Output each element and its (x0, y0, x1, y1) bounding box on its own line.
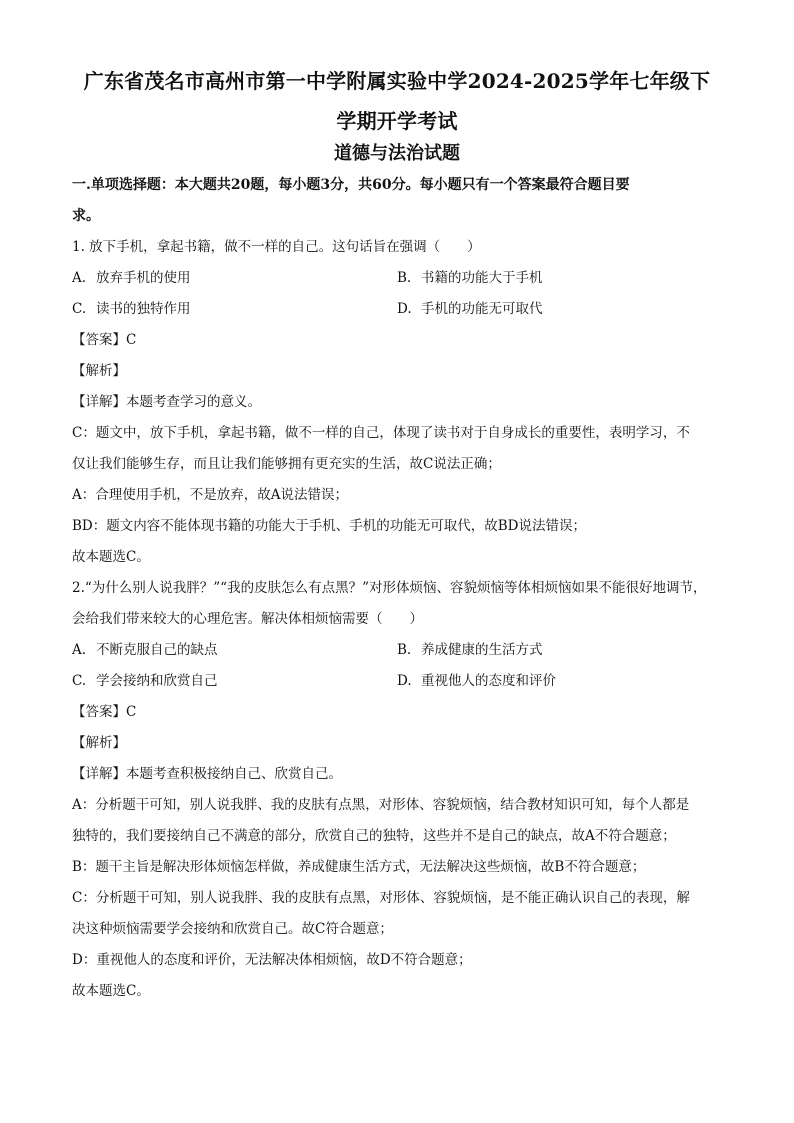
option-text: 读书的独特作用 (96, 301, 191, 317)
question-1 (72, 232, 722, 573)
option-text: 养成健康的生活方式 (421, 642, 543, 658)
question-1-options (72, 263, 722, 325)
option-letter: A. (72, 642, 87, 658)
q1-analysis-label: 【解析】 (72, 363, 126, 379)
exam-title-line2: 学期开学考试 (336, 109, 458, 133)
q2-explanation-line: 决这种烦恼需要学会接纳和欣赏自己。故C符合题意； (72, 921, 393, 937)
option-letter: C. (72, 301, 87, 317)
option-text: 不断克服自己的缺点 (96, 642, 218, 658)
q2-explanation-line: D：重视他人的态度和评价，无法解决体相烦恼，故D不符合题意； (72, 952, 472, 968)
document-page (72, 62, 722, 1007)
question-2-stem-line2: 会给我们带来较大的心理危害。解决体相烦恼需要（ ） (72, 611, 423, 627)
question-2-stem-line1: 2.“为什么别人说我胖？”“我的皮肤怎么有点黑？”对形体烦恼、容貌烦恼等体相烦恼如果不能很好地调节， (72, 580, 707, 596)
option-text: 手机的功能无可取代 (421, 301, 543, 317)
q2-option-d (397, 666, 722, 697)
option-letter: B. (397, 642, 412, 658)
question-1-stem: 1. 放下手机，拿起书籍，做不一样的自己。这句话旨在强调（ ） (72, 239, 481, 255)
exam-title-line1: 广东省茂名市高州市第一中学附属实验中学2024-2025学年七年级下 (83, 69, 711, 93)
question-2 (72, 573, 722, 1007)
q1-explanation-line: 仅让我们能够生存，而且让我们能够拥有更充实的生活，故C说法正确； (72, 456, 501, 472)
q1-detail: 【详解】本题考查学习的意义。 (72, 394, 261, 410)
q1-answer: 【答案】C (72, 332, 137, 348)
q1-option-a (72, 263, 397, 294)
option-letter: C. (72, 673, 87, 689)
option-letter: D. (397, 673, 412, 689)
section-heading-line1: 一.单项选择题：本大题共20题，每小题3分，共60分。每小题只有一个答案最符合题目要 (72, 177, 630, 193)
q2-explanation-line: C：分析题干可知，别人说我胖、我的皮肤有点黑，对形体、容貌烦恼，是不能正确认识自己的表现，解 (72, 890, 690, 906)
q1-conclusion: 故本题选C。 (72, 549, 150, 565)
q2-option-c (72, 666, 397, 697)
q2-conclusion: 故本题选C。 (72, 983, 150, 999)
option-text: 学会接纳和欣赏自己 (96, 673, 218, 689)
q2-explanation-line: B：题干主旨是解决形体烦恼怎样做，养成健康生活方式，无法解决这些烦恼，故B不符合题意； (72, 859, 646, 875)
q2-option-b (397, 635, 722, 666)
q1-explanation-line: BD：题文内容不能体现书籍的功能大于手机、手机的功能无可取代，故BD说法错误； (72, 518, 586, 534)
question-2-options (72, 635, 722, 697)
q1-option-d (397, 294, 722, 325)
option-letter: B. (397, 270, 412, 286)
q1-option-b (397, 263, 722, 294)
option-letter: A. (72, 270, 87, 286)
option-letter: D. (397, 301, 412, 317)
exam-subject: 道德与法治试题 (334, 143, 460, 164)
q2-answer: 【答案】C (72, 704, 137, 720)
q2-explanation-line: A：分析题干可知，别人说我胖、我的皮肤有点黑，对形体、容貌烦恼，结合教材知识可知，每个人都是 (72, 797, 690, 813)
section-heading-line2: 求。 (72, 208, 100, 224)
q2-detail: 【详解】本题考查积极接纳自己、欣赏自己。 (72, 766, 342, 782)
option-text: 重视他人的态度和评价 (421, 673, 556, 689)
q1-explanation-line: C：题文中，放下手机，拿起书籍，做不一样的自己，体现了读书对于自身成长的重要性，表明学习，不 (72, 425, 690, 441)
q1-option-c (72, 294, 397, 325)
option-text: 书籍的功能大于手机 (421, 270, 543, 286)
q2-analysis-label: 【解析】 (72, 735, 126, 751)
q2-explanation-line: 独特的，我们要接纳自己不满意的部分，欣赏自己的独特，这些并不是自己的缺点，故A不符合题意； (72, 828, 676, 844)
q1-explanation-line: A：合理使用手机，不是放弃，故A说法错误； (72, 487, 348, 503)
q2-option-a (72, 635, 397, 666)
option-text: 放弃手机的使用 (96, 270, 191, 286)
